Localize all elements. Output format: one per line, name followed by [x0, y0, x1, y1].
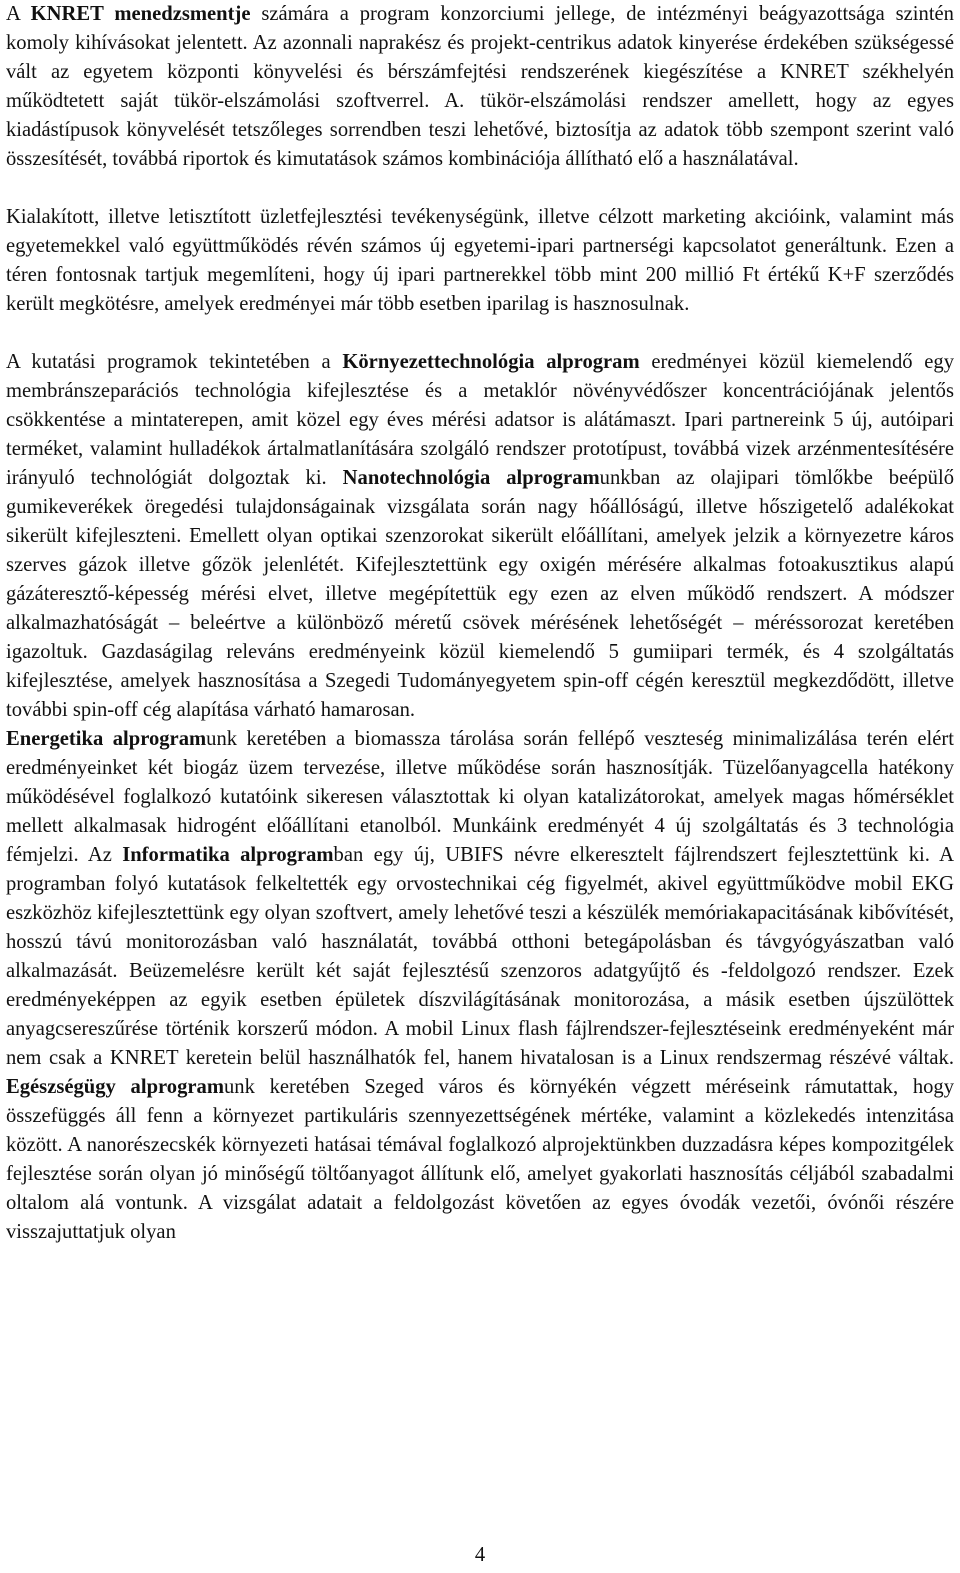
bold-term-informatics: Informatika alprogram — [122, 844, 334, 866]
bold-term-healthcare: Egészségügy alprogram — [6, 1076, 224, 1098]
bold-term-nanotechnology: Nanotechnológia alprogram — [342, 467, 600, 489]
text-run: Kialakított, illetve letisztított üzletfejlesztési tevékenységünk, illetve célzott marketing akcióink, valamint más egyetemekkel való együttműködés révén számos új egyetemi-ipari partnerségi kapcsolatot generáltunk. Ezen a téren fontosnak tartjuk megemlíteni, hogy új ipari partnerekkel több mint 200 millió Ft értékű K+F szerződés került megkötésre, amelyek eredményei már több esetben iparilag is hasznosulnak. — [6, 206, 954, 315]
bold-term-knret-management: KNRET menedzsmentje — [30, 3, 251, 25]
text-run: unk keretében Szeged város és környékén végzett méréseink rámutattak, hogy összefüggés áll fenn a környezet partikuláris szennyezettségének mértéke, valamint a közlekedés intenzitása között. A nanorészecskék környezeti hatásai témával foglalkozó alprojektünkben duzzadásra képes kompozitgélek fejlesztése során olyan jó minőségű töltőanyagot állítunk elő, amelyet gyakorlati hasznosítás céljából szabadalmi oltalom alá vontunk. A vizsgálat adatait a feldolgozást követően az egyes óvodák vezetői, óvónői részére visszajuttatjuk olyan — [6, 1076, 955, 1243]
bold-term-energetics: Energetika alprogram — [6, 728, 207, 750]
paragraph-research-programs — [6, 348, 954, 725]
page-number: 4 — [474, 1544, 486, 1566]
paragraph-business-development — [6, 203, 954, 319]
text-run: A kutatási programok tekintetében a — [6, 351, 343, 373]
paragraph-energy-informatics-health — [6, 725, 954, 1247]
text-run: eredményei közül kiemelendő egy membránszeparációs technológia kifejlesztése és a metaklór növényvédőszer koncentrációjának jelentős csökkentése a mintaterepen, amit közel egy éves mérési adatsor is alátámaszt. Ipari partnereink 5 új, autóipari terméket, valamint hulladékok ártalmatlanítására szolgáló rendszer prototípust, továbbá vizek arzénmentesítésére irányuló technológiát dolgoztak ki. — [6, 351, 954, 489]
bold-term-environmental-technology: Környezettechnológia alprogram — [342, 351, 640, 373]
text-run: ban egy új, UBIFS névre elkeresztelt fájlrendszert fejlesztettünk ki. A programban folyó kutatások felkeltették egy orvostechnikai cég figyelmét, akivel együttműködve mobil EKG eszközhöz kifejlesztettünk egy olyan szoftvert, amely lehetővé teszi a készülék memóriakapacitásának kibővítését, hosszú távú monitorozásban való használatát, továbbá otthoni betegápolásban és távgyógyászatban való alkalmazását. Beüzemelésre került két saját fejlesztésű szenzoros adatgyűjtő és -feldolgozó rendszer. Ezek eredményeképpen az egyik esetben épületek díszvilágításának monitorozása, a másik esetben újszülöttek anyagcsereszűrése történik korszerű módon. A mobil Linux flash fájlrendszer-fejlesztéseink eredményeként már nem csak a KNRET keretein belül használhatók fel, hanem hivatalosan is a Linux rendszermag részévé váltak. — [6, 844, 954, 1069]
text-run: A — [6, 3, 31, 25]
text-run: számára a program konzorciumi jellege, de intézményi beágyazottsága szintén komoly kihívásokat jelentett. Az azonnali naprakész és projekt-centrikus adatok kinyerése érdekében szükségessé vált az egyetem központi könyvelési és bérszámfejtési rendszerének kiegészítése a KNRET székhelyén működtetett saját tükör-elszámolási szoftverrel. A. tükör-elszámolási rendszer amellett, hogy az egyes kiadástípusok könyvelését tetszőleges sorrendben teszi lehetővé, biztosítja az adatok több szempont szerint való összesítését, továbbá riportok és kimutatások számos kombinációja állítható elő a használatával. — [6, 3, 954, 170]
paragraph-management — [6, 0, 954, 174]
text-run: unkban az olajipari tömlőkbe beépülő gumikeverékek öregedési tulajdonságainak vizsgálata során nagy hőállóságú, illetve hőszigetelő adalékokat sikerült kifejleszteni. Emellett olyan optikai szenzorokat sikerült előállítani, amelyek jelzik a környezetre káros szerves gázok illetve gőzök jelenlétét. Kifejlesztettünk egy oxigén mérésére alkalmas fotoakusztikus alapú gázáteresztő-képesség mérési elvet, illetve megépítettük egy ezen az elven működő rendszert. A módszer alkalmazhatóságát – beleértve a különböző méretű csövek mérésének lehetőségét – méréssorozat keretében igazoltuk. Gazdaságilag releváns eredményeink közül kiemelendő 5 gumiipari termék, és 4 szolgáltatás kifejlesztése, amelyek hasznosítása a Szegedi Tudományegyetem spin-off cégén keresztül megkezdődött, illetve további spin-off cég alapítása várható hamarosan. — [6, 467, 954, 721]
document-page — [6, 0, 954, 1247]
paragraph-gap — [6, 319, 954, 348]
paragraph-gap — [6, 174, 954, 203]
text-run: unk keretében a biomassza tárolása során fellépő veszteség minimalizálása terén elért eredményeinket két biogáz üzem tervezése, illetve működése során hasznosítják. Tüzelőanyagcella hatékony működésével foglalkozó kutatóink sikeresen választottak ki olyan katalizátorokat, amelyek magas hőmérséklet mellett alkalmasak hidrogént előállítani etanolból. Munkáink eredményét 4 új szolgáltatás és 3 technológia fémjelzi. Az — [6, 728, 955, 866]
